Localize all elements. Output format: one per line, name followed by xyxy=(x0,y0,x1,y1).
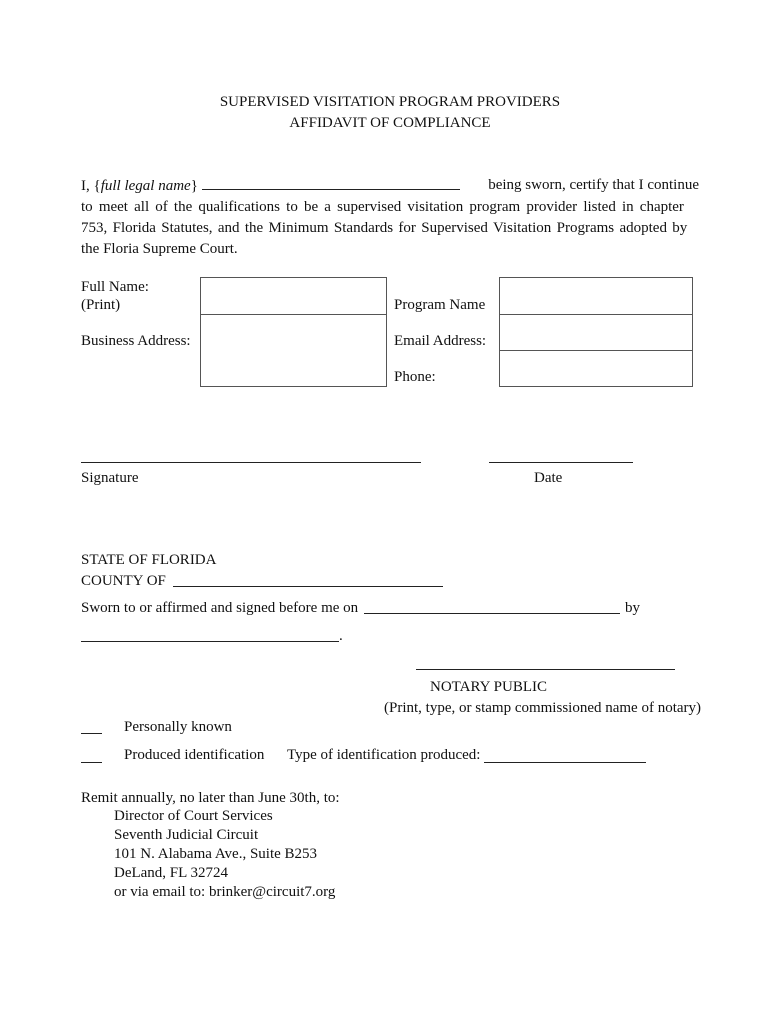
intro-line4: the Floria Supreme Court. xyxy=(81,241,238,257)
form-title: SUPERVISED VISITATION PROGRAM PROVIDERS xyxy=(219,94,561,110)
produced-id-label: Produced identification xyxy=(124,747,265,763)
legal-name-blank[interactable] xyxy=(202,175,460,190)
notary-subtitle: (Print, type, or stamp commissioned name of notary) xyxy=(384,700,702,716)
form-subtitle: AFFIDAVIT OF COMPLIANCE xyxy=(289,115,491,131)
program-name-input[interactable] xyxy=(500,278,692,314)
phone-label: Phone: xyxy=(394,369,436,385)
period-mark: . xyxy=(339,628,343,644)
print-label: (Print) xyxy=(81,297,121,313)
intro-line3-text: 753, Florida Statutes, and the Minimum Standards for Supervised Visitation Programs adopted by xyxy=(81,220,688,236)
notary-title: NOTARY PUBLIC xyxy=(430,679,548,695)
full-name-input[interactable] xyxy=(201,278,386,314)
by-text: by xyxy=(625,600,640,616)
intro-line1-end: being sworn, certify that I continue xyxy=(488,177,699,193)
sworn-date-line[interactable] xyxy=(364,613,620,614)
intro-prefix: I, { xyxy=(81,178,101,194)
personally-known-check-line[interactable] xyxy=(81,733,102,734)
affiant-name-line[interactable] xyxy=(81,641,339,642)
signature-label: Signature xyxy=(81,470,139,486)
state-label: STATE OF FLORIDA xyxy=(81,552,217,568)
business-address-label: Business Address: xyxy=(81,333,191,349)
county-line[interactable] xyxy=(173,586,443,587)
program-name-label: Program Name xyxy=(394,297,486,313)
sworn-text: Sworn to or affirmed and signed before me on xyxy=(81,600,359,616)
intro-line2-text: to meet all of the qualifications to be a supervised visitation program provider listed in chapter xyxy=(81,199,684,215)
intro-suffix: } xyxy=(190,178,198,194)
intro-paragraph xyxy=(81,175,699,260)
type-of-id-label: Type of identification produced: xyxy=(287,747,481,763)
notary-signature-line[interactable] xyxy=(416,669,675,670)
remit-line: Seventh Judicial Circuit xyxy=(114,827,259,843)
remit-address xyxy=(114,807,335,902)
email-address-label: Email Address: xyxy=(394,333,487,349)
remit-line: 101 N. Alabama Ave., Suite B253 xyxy=(114,846,318,862)
signature-line[interactable] xyxy=(81,462,421,463)
county-label: COUNTY OF xyxy=(81,573,166,589)
intro-line2 xyxy=(81,197,699,218)
date-line[interactable] xyxy=(489,462,633,463)
intro-line3 xyxy=(81,218,699,239)
personally-known-label: Personally known xyxy=(124,719,232,735)
type-of-id-line[interactable] xyxy=(484,762,646,763)
date-label: Date xyxy=(534,470,563,486)
full-legal-name-placeholder: full legal name xyxy=(100,178,191,194)
full-name-label: Full Name: xyxy=(81,279,149,295)
remit-email-line: or via email to: brinker@circuit7.org xyxy=(114,884,336,900)
remit-heading: Remit annually, no later than June 30th, to: xyxy=(81,790,340,806)
produced-id-check-line[interactable] xyxy=(81,762,102,763)
remit-line: DeLand, FL 32724 xyxy=(114,865,229,881)
remit-line: Director of Court Services xyxy=(114,808,273,824)
business-address-input[interactable] xyxy=(201,315,386,386)
email-address-input[interactable] xyxy=(500,315,692,350)
phone-input[interactable] xyxy=(500,351,692,386)
